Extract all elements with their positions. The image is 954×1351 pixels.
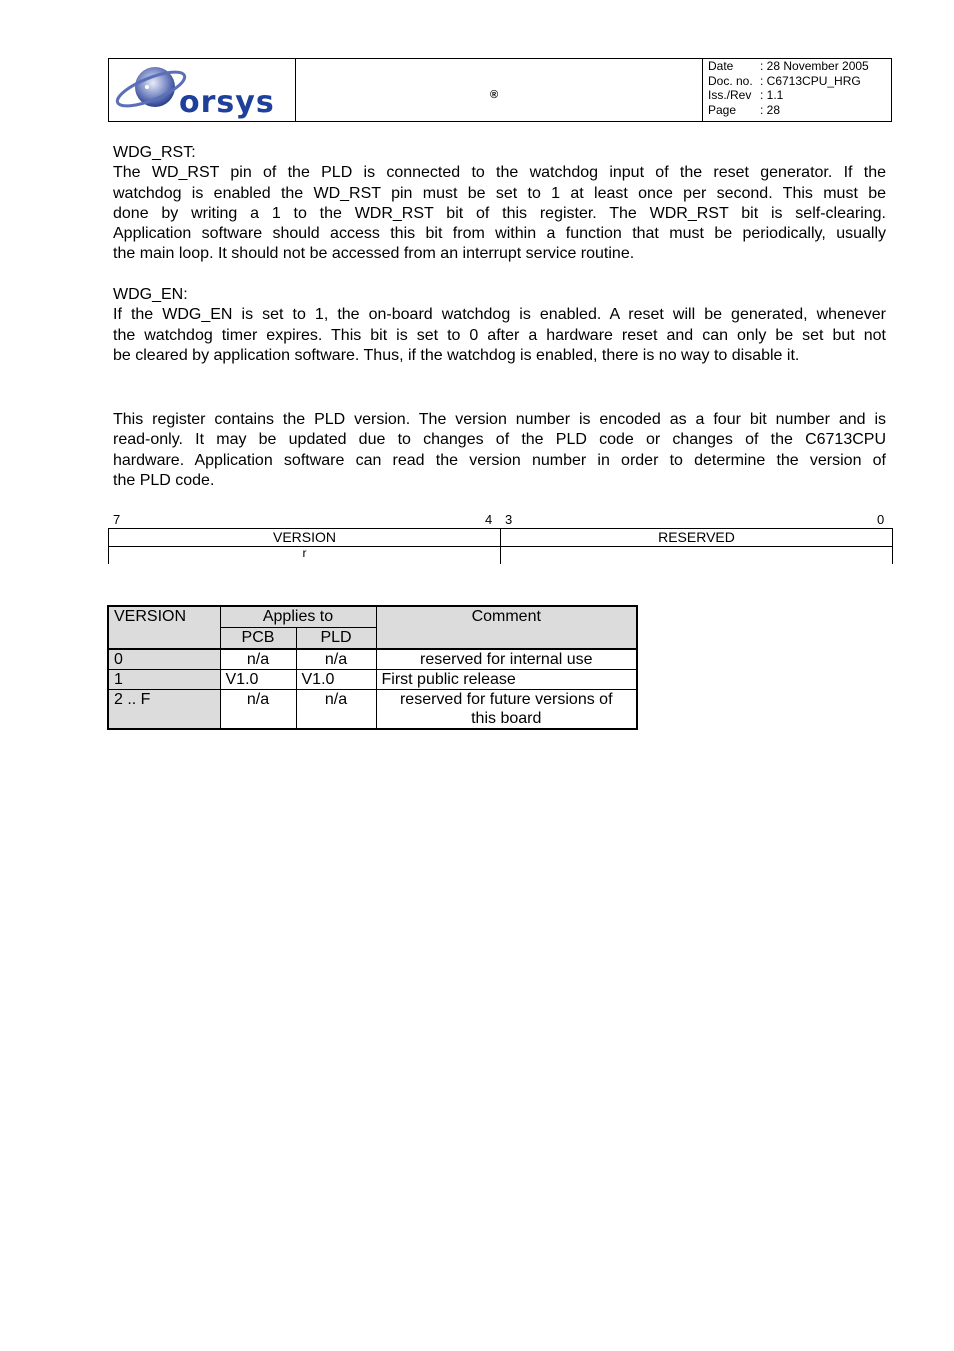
paragraph-line: watchdog is enabled the WD_RST pin must be set to 1 at least once per second. This must be xyxy=(113,184,886,202)
wdg-en-section xyxy=(113,285,886,366)
paragraph-line: read-only. It may be updated due to changes of the PLD code or changes of the C6713CPU xyxy=(113,431,886,449)
register-field-version: VERSION xyxy=(108,528,501,547)
wdg-rst-section xyxy=(113,143,886,265)
table-row xyxy=(108,649,637,670)
header-pld: PLD xyxy=(296,628,376,650)
cell-version: 2 .. F xyxy=(108,690,220,730)
cell-pcb: n/a xyxy=(220,690,296,730)
bit-number-0: 0 xyxy=(877,512,885,527)
header-comment: Comment xyxy=(376,606,637,649)
register-access-version: r xyxy=(108,546,501,564)
cell-comment xyxy=(376,690,637,730)
bit-number-3: 3 xyxy=(505,512,513,527)
version-description xyxy=(113,410,886,491)
bit-number-4: 4 xyxy=(485,512,493,527)
table-row xyxy=(108,670,637,690)
company-logo xyxy=(109,59,296,121)
comment-line: this board xyxy=(471,710,542,727)
register-field-reserved: RESERVED xyxy=(500,528,893,547)
paragraph-line: The WD_RST pin of the PLD is connected to the watchdog input of the reset generator. If the xyxy=(113,164,886,182)
cell-version: 1 xyxy=(108,670,220,690)
paragraph-line: the main loop. It should not be accessed from an interrupt service routine. xyxy=(113,245,635,263)
info-date: Date : 28 November 2005 xyxy=(708,59,869,73)
register-diagram xyxy=(108,528,893,564)
info-revision: Iss./Rev : 1.1 xyxy=(708,88,784,102)
registered-mark: ® xyxy=(490,89,499,101)
paragraph-line: the PLD code. xyxy=(113,471,215,489)
paragraph-line: hardware. Application software can read the version number in order to determine the version of xyxy=(113,451,886,469)
section-title: WDG_EN: xyxy=(113,286,188,303)
cell-pcb: n/a xyxy=(220,649,296,670)
document-info xyxy=(703,59,891,121)
header-title-cell xyxy=(296,59,703,121)
paragraph-line: the watchdog timer expires. This bit is set to 0 after a hardware reset and can only be set but not xyxy=(113,326,886,344)
cell-version: 0 xyxy=(108,649,220,670)
cell-pld: n/a xyxy=(296,690,376,730)
register-access-reserved xyxy=(500,546,893,564)
version-table xyxy=(107,605,638,730)
paragraph-line: Application software should access this bit from within a function that must be periodically, usually xyxy=(113,225,886,243)
table-header-row xyxy=(108,606,637,628)
cell-comment: reserved for internal use xyxy=(376,649,637,670)
bit-number-7: 7 xyxy=(113,512,121,527)
header-pcb: PCB xyxy=(220,628,296,650)
cell-pld: V1.0 xyxy=(296,670,376,690)
brand-wordmark: orsys xyxy=(179,85,275,120)
header-applies-to: Applies to xyxy=(220,606,376,628)
header-version: VERSION xyxy=(108,606,220,649)
cell-comment: First public release xyxy=(376,670,637,690)
comment-line: reserved for future versions of xyxy=(399,691,613,708)
paragraph-line: done by writing a 1 to the WDR_RST bit of this register. The WDR_RST bit is self-clearing. xyxy=(113,204,886,222)
table-row xyxy=(108,690,637,730)
info-doc-no: Doc. no. : C6713CPU_HRG xyxy=(708,73,861,88)
cell-pcb: V1.0 xyxy=(220,670,296,690)
info-page: Page : 28 xyxy=(708,102,781,117)
paragraph-line: This register contains the PLD version. The version number is encoded as a four bit number and is xyxy=(113,411,886,428)
cell-pld: n/a xyxy=(296,649,376,670)
page-header xyxy=(108,58,892,122)
paragraph-line: be cleared by application software. Thus, if the watchdog is enabled, there is no way to disable it. xyxy=(113,346,800,364)
paragraph-line: If the WDG_EN is set to 1, the on-board watchdog is enabled. A reset will be generated, whenever xyxy=(113,306,886,324)
section-title: WDG_RST: xyxy=(113,144,196,161)
